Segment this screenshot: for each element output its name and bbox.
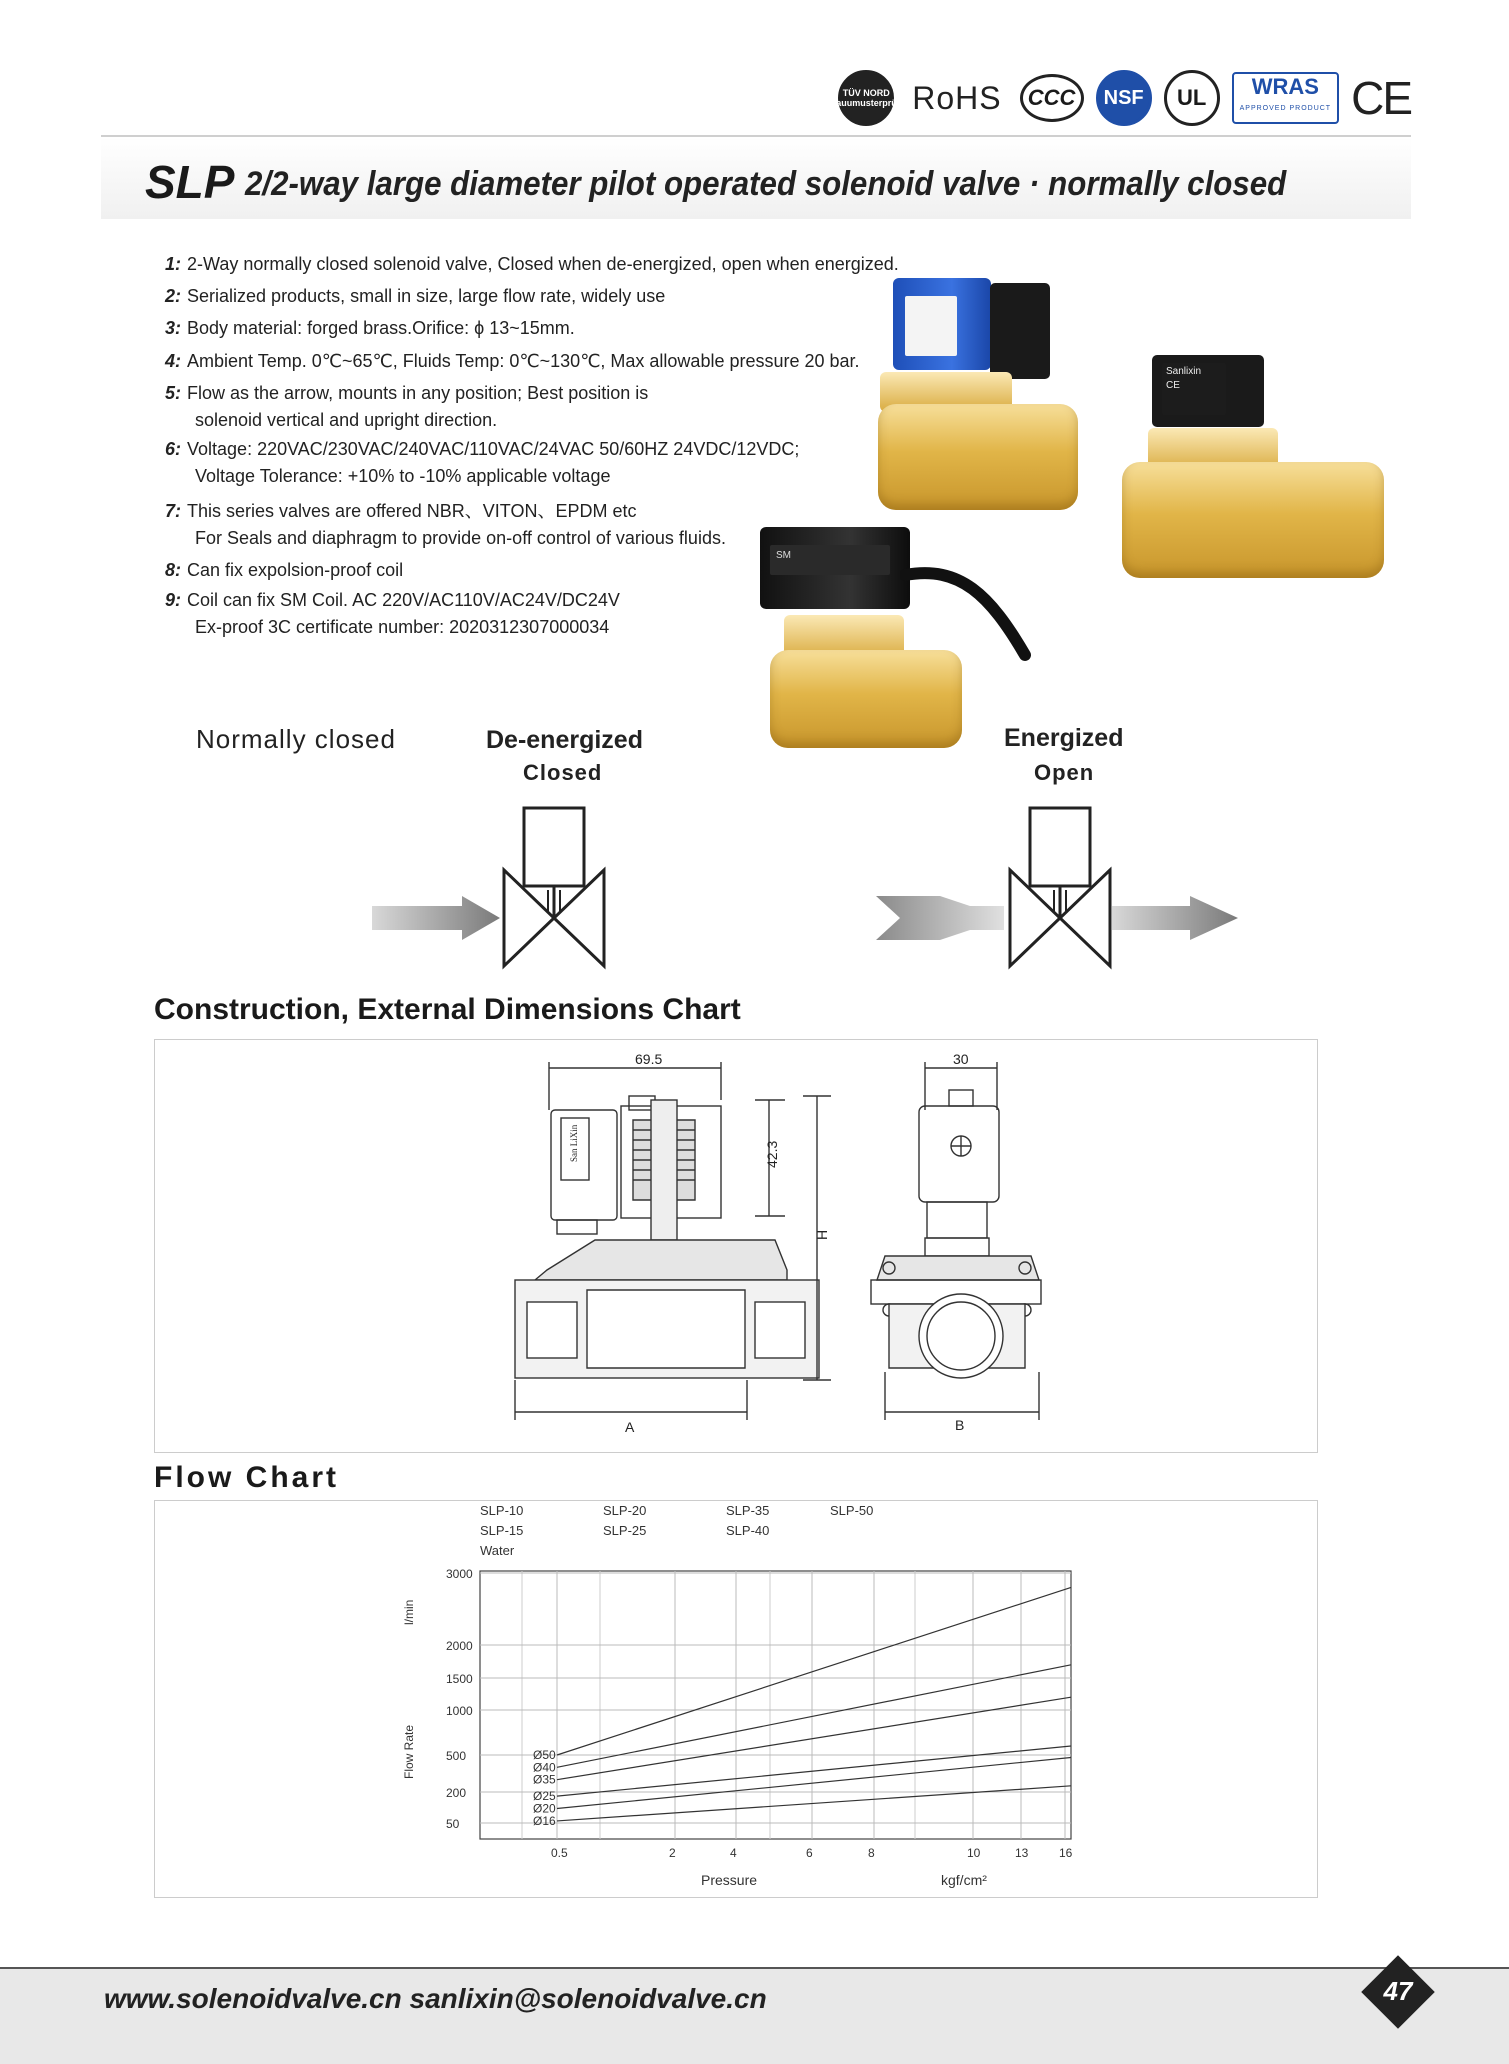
feature-text: Ambient Temp. 0℃~65℃, Fluids Temp: 0℃~130℃, Max allowable pressure 20 bar.: [187, 351, 860, 371]
feature-text-cont: Voltage Tolerance: +10% to -10% applicable voltage: [195, 466, 611, 486]
exproof-label: SM: [776, 550, 791, 561]
x-tick-label: 10: [967, 1846, 981, 1860]
feature-3: [165, 315, 575, 342]
series-label: Ø40: [533, 1760, 556, 1775]
coil-brand-text: San LiXin: [569, 1124, 579, 1162]
series-label: Ø16: [533, 1813, 556, 1828]
deenergized-state: Closed: [523, 760, 603, 785]
feature-number: 2:: [165, 286, 182, 306]
series-line: [557, 1665, 1071, 1768]
dim-height-coil: 42.3: [764, 1140, 780, 1168]
wras-text: WRAS: [1251, 74, 1319, 99]
x-tick-label: 8: [868, 1846, 875, 1860]
x-axis-title: Pressure: [701, 1872, 758, 1888]
series-line: [557, 1757, 1071, 1808]
flow-chart: [155, 1501, 1317, 1897]
dim-side-length: B: [955, 1417, 965, 1433]
dim-height-total: H: [814, 1229, 830, 1240]
chart-plot-area: [446, 1567, 1073, 1860]
title-band: [101, 135, 1411, 219]
x-tick-label: 0.5: [551, 1846, 568, 1860]
legend-entry: SLP-20: [603, 1503, 647, 1518]
footer-band: [0, 1967, 1509, 2064]
feature-5: [165, 380, 648, 434]
series-line: [557, 1746, 1071, 1796]
tuv-bottom-text: Bauumusterprüft: [829, 98, 903, 108]
legend-entry: SLP-15: [480, 1523, 524, 1538]
series-label: Ø50: [533, 1748, 556, 1762]
feature-text: Serialized products, small in size, large flow rate, widely use: [187, 286, 666, 306]
x-tick-label: 2: [669, 1846, 676, 1860]
feature-8: [165, 557, 403, 584]
feature-text: Coil can fix SM Coil. AC 220V/AC110V/AC24V/DC24V: [187, 590, 620, 610]
open-valve-symbol: [876, 808, 1238, 966]
dim-width-front: 69.5: [635, 1051, 663, 1067]
construction-drawing-box: [154, 1039, 1318, 1453]
actuator-box: [1030, 808, 1090, 886]
legend-entry: SLP-10: [480, 1503, 524, 1518]
feature-number: 1:: [165, 254, 182, 274]
series-label: Ø25: [533, 1789, 556, 1804]
feature-6: [165, 436, 799, 490]
feature-number: 7:: [165, 501, 182, 521]
series-line: [557, 1786, 1071, 1821]
y-tick-label: 500: [446, 1749, 467, 1763]
model-name: SLP: [145, 156, 235, 208]
tuv-top-text: TÜV NORD: [842, 88, 890, 98]
footer-contact: www.solenoidvalve.cn sanlixin@solenoidvalve.cn: [104, 1983, 767, 2014]
y-axis-title: Flow Rate: [402, 1724, 416, 1779]
feature-7: [165, 498, 726, 552]
valve-body: [878, 404, 1078, 510]
x-axis-unit: kgf/cm²: [941, 1872, 987, 1888]
x-tick-label: 16: [1059, 1846, 1073, 1860]
series-label: Ø20: [533, 1801, 556, 1816]
flow-arrow-in: [372, 896, 500, 940]
feature-text: Body material: forged brass.Orifice: ϕ 13~15mm.: [187, 318, 575, 338]
x-tick-label: 13: [1015, 1846, 1029, 1860]
feature-text-cont: For Seals and diaphragm to provide on-off control of various fluids.: [195, 528, 726, 548]
feature-2: [165, 283, 665, 310]
feature-text: Flow as the arrow, mounts in any position; Best position is: [187, 383, 649, 403]
ccc-logo: CCC: [1020, 74, 1084, 122]
energized-title: Energized: [1004, 724, 1124, 752]
valve-body: [1122, 462, 1384, 578]
coil-cert-label: CE: [1166, 380, 1180, 391]
deenergized-title: De-energized: [486, 726, 643, 754]
legend-entry: SLP-50: [830, 1503, 874, 1518]
feature-number: 3:: [165, 318, 182, 338]
closed-valve-symbol: [372, 808, 604, 966]
actuator-box: [524, 808, 584, 886]
x-tick-label: 6: [806, 1846, 813, 1860]
valve-symbols: [370, 800, 1250, 980]
dim-width-side: 30: [953, 1051, 969, 1067]
series-label: Ø35: [533, 1772, 556, 1787]
plot-frame: [480, 1571, 1071, 1839]
feature-text: Voltage: 220VAC/230VAC/240VAC/110VAC/24VAC 50/60HZ 24VDC/12VDC;: [187, 439, 800, 459]
nsf-logo: NSF: [1096, 70, 1152, 126]
feature-9: [165, 587, 620, 641]
wras-logo: [1232, 72, 1339, 124]
product-title: 2/2-way large diameter pilot operated solenoid valve · normally closed: [245, 165, 1287, 203]
rohs-logo: RoHS: [912, 79, 1002, 116]
wras-subtext: APPROVED PRODUCT: [1239, 105, 1332, 112]
x-tick-label: 4: [730, 1846, 737, 1860]
construction-drawing: [155, 1040, 1317, 1452]
feature-1: [165, 251, 899, 278]
tuv-logo: [829, 70, 903, 126]
cable: [900, 555, 1035, 665]
ul-logo: UL: [1164, 70, 1220, 126]
y-tick-label: 1000: [446, 1704, 473, 1718]
series-line: [557, 1587, 1071, 1755]
flow-arrow-in: [876, 896, 1004, 940]
flow-chart-box: [154, 1500, 1318, 1898]
dim-length: A: [625, 1419, 635, 1435]
feature-text-cont: solenoid vertical and upright direction.: [195, 410, 498, 430]
normally-closed-label: Normally closed: [196, 724, 396, 754]
y-tick-label: 1500: [446, 1672, 473, 1686]
ce-logo: CE: [1351, 72, 1411, 124]
y-tick-label: 3000: [446, 1567, 473, 1581]
feature-number: 5:: [165, 383, 182, 403]
legend-fluid: Water: [480, 1543, 515, 1558]
feature-text: 2-Way normally closed solenoid valve, Closed when de-energized, open when energized.: [187, 254, 899, 274]
feature-4: [165, 348, 860, 375]
feature-number: 4:: [165, 351, 182, 371]
brand-label: Sanlixin: [1166, 366, 1202, 377]
energized-state: Open: [1034, 760, 1095, 785]
legend-entry: SLP-35: [726, 1503, 770, 1518]
connector-plug: [990, 283, 1050, 379]
feature-text: This series valves are offered NBR、VITON、EPDM etc: [187, 501, 637, 521]
coil-label: [905, 296, 957, 356]
feature-number: 6:: [165, 439, 182, 459]
feature-number: 8:: [165, 560, 182, 580]
flow-chart-title: Flow Chart: [154, 1461, 339, 1494]
legend-entry: SLP-40: [726, 1523, 770, 1538]
y-tick-label: 2000: [446, 1639, 473, 1653]
y-tick-label: 200: [446, 1786, 467, 1800]
chart-legend: [480, 1503, 873, 1558]
feature-text: Can fix expolsion-proof coil: [187, 560, 404, 580]
certification-logos: [829, 66, 1411, 130]
feature-text-cont: Ex-proof 3C certificate number: 2020312307000034: [195, 617, 610, 637]
y-axis-unit: l/min: [402, 1599, 416, 1625]
legend-entry: SLP-25: [603, 1523, 647, 1538]
feature-number: 9:: [165, 590, 182, 610]
page-number: 47: [1383, 1976, 1413, 2006]
flow-arrow-out: [1112, 896, 1238, 940]
construction-title: Construction, External Dimensions Chart: [154, 993, 741, 1026]
valve-body: [770, 650, 962, 748]
y-tick-label: 50: [446, 1817, 460, 1831]
